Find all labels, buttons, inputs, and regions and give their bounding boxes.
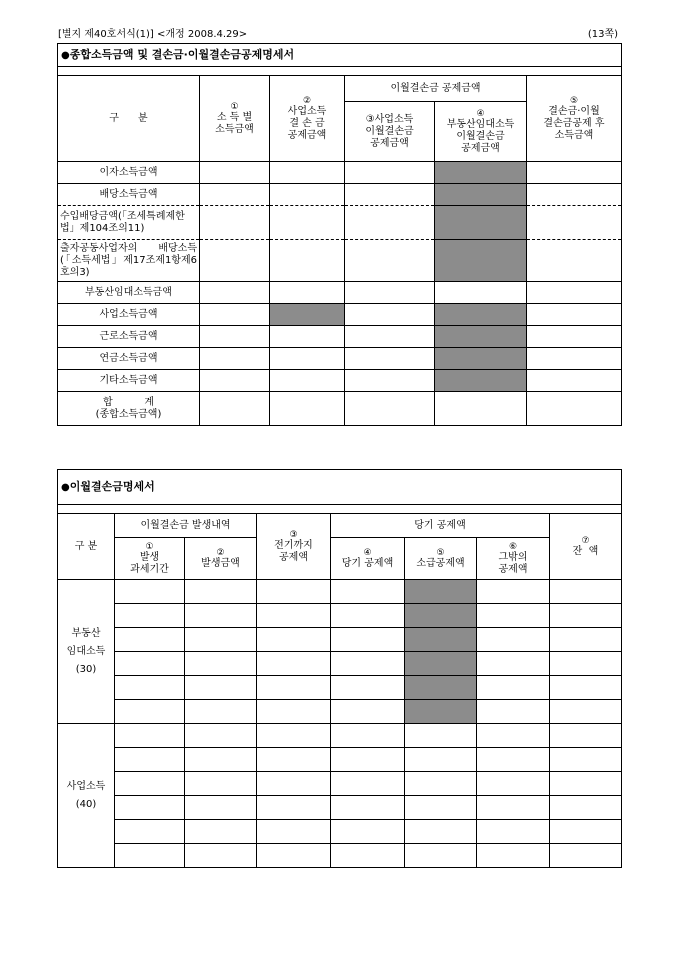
row-label-interest: 이자소득금액 [58, 162, 200, 184]
col-gubun2: 구 분 [58, 514, 115, 580]
cell[interactable] [185, 604, 257, 628]
gray-cell [405, 580, 477, 604]
cell[interactable] [527, 348, 622, 370]
cell[interactable] [477, 628, 550, 652]
cell[interactable] [200, 370, 270, 392]
cell[interactable] [185, 700, 257, 724]
gray-cell [435, 162, 527, 184]
col-income-by-type: ① 소 득 별 소득금액 [200, 76, 270, 162]
cell[interactable] [115, 820, 185, 844]
cell[interactable] [200, 392, 270, 426]
page-number: (13쪽) [587, 29, 618, 40]
gray-cell [405, 676, 477, 700]
gray-cell [435, 348, 527, 370]
cell[interactable] [115, 748, 185, 772]
cell[interactable] [435, 282, 527, 304]
carryforward-loss-table [57, 469, 622, 868]
cell[interactable] [345, 392, 435, 426]
cell[interactable] [477, 676, 550, 700]
cell[interactable] [527, 162, 622, 184]
cell[interactable] [115, 796, 185, 820]
row-label-business: 사업소득금액 [58, 304, 200, 326]
cell[interactable] [185, 772, 257, 796]
gray-cell [405, 604, 477, 628]
cell[interactable] [185, 628, 257, 652]
cell[interactable] [200, 326, 270, 348]
cell[interactable] [345, 370, 435, 392]
col-current-deduction: ④ 당기 공제액 [331, 538, 405, 580]
cell[interactable] [345, 240, 435, 282]
cell[interactable] [550, 796, 622, 820]
cell[interactable] [200, 282, 270, 304]
gray-cell [405, 652, 477, 676]
cell[interactable] [115, 604, 185, 628]
cell[interactable] [270, 370, 345, 392]
col-group-current: 당기 공제액 [331, 514, 550, 538]
cell[interactable] [115, 724, 185, 748]
cell[interactable] [527, 370, 622, 392]
cell[interactable] [405, 820, 477, 844]
cell[interactable] [257, 676, 331, 700]
bullet-icon: ● [61, 49, 70, 61]
cell[interactable] [331, 796, 405, 820]
cell[interactable] [345, 326, 435, 348]
cell[interactable] [185, 724, 257, 748]
cell[interactable] [185, 796, 257, 820]
cell[interactable] [331, 700, 405, 724]
spacer [58, 67, 622, 76]
cell[interactable] [200, 162, 270, 184]
section2-title-text: 이월결손금명세서 [69, 479, 155, 493]
cell[interactable] [257, 580, 331, 604]
cell[interactable] [200, 206, 270, 240]
cell[interactable] [527, 240, 622, 282]
cell[interactable] [331, 844, 405, 868]
cell[interactable] [257, 724, 331, 748]
gray-cell [435, 326, 527, 348]
cell[interactable] [550, 724, 622, 748]
cell[interactable] [115, 580, 185, 604]
col-balance: ⑦ 잔 액 [550, 514, 622, 580]
cell[interactable] [200, 240, 270, 282]
cell[interactable] [200, 348, 270, 370]
cell[interactable] [405, 748, 477, 772]
cell[interactable] [550, 820, 622, 844]
gray-cell [270, 304, 345, 326]
cell[interactable] [527, 206, 622, 240]
cell[interactable] [185, 652, 257, 676]
cell[interactable] [477, 652, 550, 676]
col-other-deduction: ⑥ 그밖의 공제액 [477, 538, 550, 580]
row-label-total: 합 계 (종합소득금액) [58, 392, 200, 426]
cell[interactable] [527, 304, 622, 326]
cell[interactable] [550, 676, 622, 700]
col-occurred-amount: ② 발생금액 [185, 538, 257, 580]
gray-cell [435, 370, 527, 392]
cell[interactable] [257, 652, 331, 676]
gray-cell [435, 240, 527, 282]
row-label-pension: 연금소득금액 [58, 348, 200, 370]
cell[interactable] [345, 184, 435, 206]
col-group-occurrence: 이월결손금 발생내역 [115, 514, 257, 538]
cell[interactable] [270, 326, 345, 348]
cell[interactable] [331, 820, 405, 844]
row-label-dividend: 배당소득금액 [58, 184, 200, 206]
cell[interactable] [257, 748, 331, 772]
cell[interactable] [185, 580, 257, 604]
cell[interactable] [270, 392, 345, 426]
spacer [58, 505, 622, 514]
col-business-carryforward: ③사업소득 이월결손금 공제금액 [345, 102, 435, 162]
cell[interactable] [477, 724, 550, 748]
cell[interactable] [405, 796, 477, 820]
cell[interactable] [550, 652, 622, 676]
col-group-carryforward: 이월결손금 공제금액 [345, 76, 527, 102]
section1-title [58, 44, 622, 67]
cell[interactable] [115, 844, 185, 868]
cell[interactable] [477, 700, 550, 724]
gray-cell [405, 628, 477, 652]
cell[interactable] [257, 700, 331, 724]
cell[interactable] [185, 748, 257, 772]
col-realestate-carryforward: ④ 부동산임대소득 이월결손금 공제금액 [435, 102, 527, 162]
row-label-other: 기타소득금액 [58, 370, 200, 392]
cell[interactable] [345, 304, 435, 326]
cell[interactable] [477, 796, 550, 820]
col-gubun: 구 분 [58, 76, 200, 162]
col-carryback-deduction: ⑤ 소급공제액 [405, 538, 477, 580]
bullet-icon: ● [61, 481, 70, 493]
cell[interactable] [257, 820, 331, 844]
cell[interactable] [270, 348, 345, 370]
cell[interactable] [331, 724, 405, 748]
col-tax-period: ① 발생 과세기간 [115, 538, 185, 580]
gray-cell [435, 304, 527, 326]
cell[interactable] [331, 580, 405, 604]
col-income-after-deduction: ⑤ 결손금·이월 결손금공제 후 소득금액 [527, 76, 622, 162]
row-label-earned: 근로소득금액 [58, 326, 200, 348]
cell[interactable] [331, 652, 405, 676]
row-label-joint-business-dividend: 출자공동사업자의 배당소득(「소득세법」제17조제1항제6호의3) [58, 240, 200, 282]
cell[interactable] [527, 392, 622, 426]
cell[interactable] [270, 184, 345, 206]
cell[interactable] [257, 796, 331, 820]
cell[interactable] [550, 580, 622, 604]
cell[interactable] [257, 628, 331, 652]
cell[interactable] [477, 604, 550, 628]
cell[interactable] [550, 604, 622, 628]
cell[interactable] [477, 844, 550, 868]
group-realestate-label: 부동산 임대소득 (30) [58, 580, 115, 724]
cell[interactable] [257, 604, 331, 628]
cell[interactable] [405, 772, 477, 796]
cell[interactable] [115, 676, 185, 700]
cell[interactable] [550, 700, 622, 724]
cell[interactable] [435, 392, 527, 426]
cell[interactable] [185, 676, 257, 700]
cell[interactable] [115, 628, 185, 652]
cell[interactable] [270, 162, 345, 184]
cell[interactable] [331, 628, 405, 652]
cell[interactable] [345, 206, 435, 240]
cell[interactable] [550, 772, 622, 796]
cell[interactable] [185, 844, 257, 868]
gray-cell [435, 184, 527, 206]
cell[interactable] [257, 772, 331, 796]
cell[interactable] [200, 304, 270, 326]
row-label-realestate-rental: 부동산임대소득금액 [58, 282, 200, 304]
cell[interactable] [345, 348, 435, 370]
cell[interactable] [405, 724, 477, 748]
col-business-loss-deduction: ② 사업소득 결 손 금 공제금액 [270, 76, 345, 162]
cell[interactable] [527, 184, 622, 206]
cell[interactable] [200, 184, 270, 206]
cell[interactable] [477, 580, 550, 604]
cell[interactable] [331, 604, 405, 628]
section2-title [58, 470, 622, 505]
gray-cell [405, 700, 477, 724]
income-deduction-table [57, 43, 622, 426]
cell[interactable] [185, 820, 257, 844]
cell[interactable] [527, 282, 622, 304]
cell[interactable] [550, 844, 622, 868]
cell[interactable] [270, 282, 345, 304]
row-label-imported-dividend: 수입배당금액(「조세특례제한법」제104조의11) [58, 206, 200, 240]
cell[interactable] [345, 162, 435, 184]
cell[interactable] [270, 240, 345, 282]
cell[interactable] [477, 820, 550, 844]
cell[interactable] [257, 844, 331, 868]
section1-title-text: 종합소득금액 및 결손금·이월결손금공제명세서 [69, 47, 295, 61]
form-id: [별지 제40호서식(1)] <개정 2008.4.29> [58, 29, 248, 40]
col-deducted-prior: ③ 전기까지 공제액 [257, 514, 331, 580]
cell[interactable] [477, 772, 550, 796]
cell[interactable] [550, 628, 622, 652]
cell[interactable] [527, 326, 622, 348]
cell[interactable] [331, 676, 405, 700]
cell[interactable] [331, 748, 405, 772]
cell[interactable] [550, 748, 622, 772]
cell[interactable] [270, 206, 345, 240]
gray-cell [435, 206, 527, 240]
cell[interactable] [115, 700, 185, 724]
group-business-label: 사업소득 (40) [58, 724, 115, 868]
cell[interactable] [477, 748, 550, 772]
cell[interactable] [405, 844, 477, 868]
cell[interactable] [115, 652, 185, 676]
cell[interactable] [331, 772, 405, 796]
cell[interactable] [115, 772, 185, 796]
cell[interactable] [345, 282, 435, 304]
